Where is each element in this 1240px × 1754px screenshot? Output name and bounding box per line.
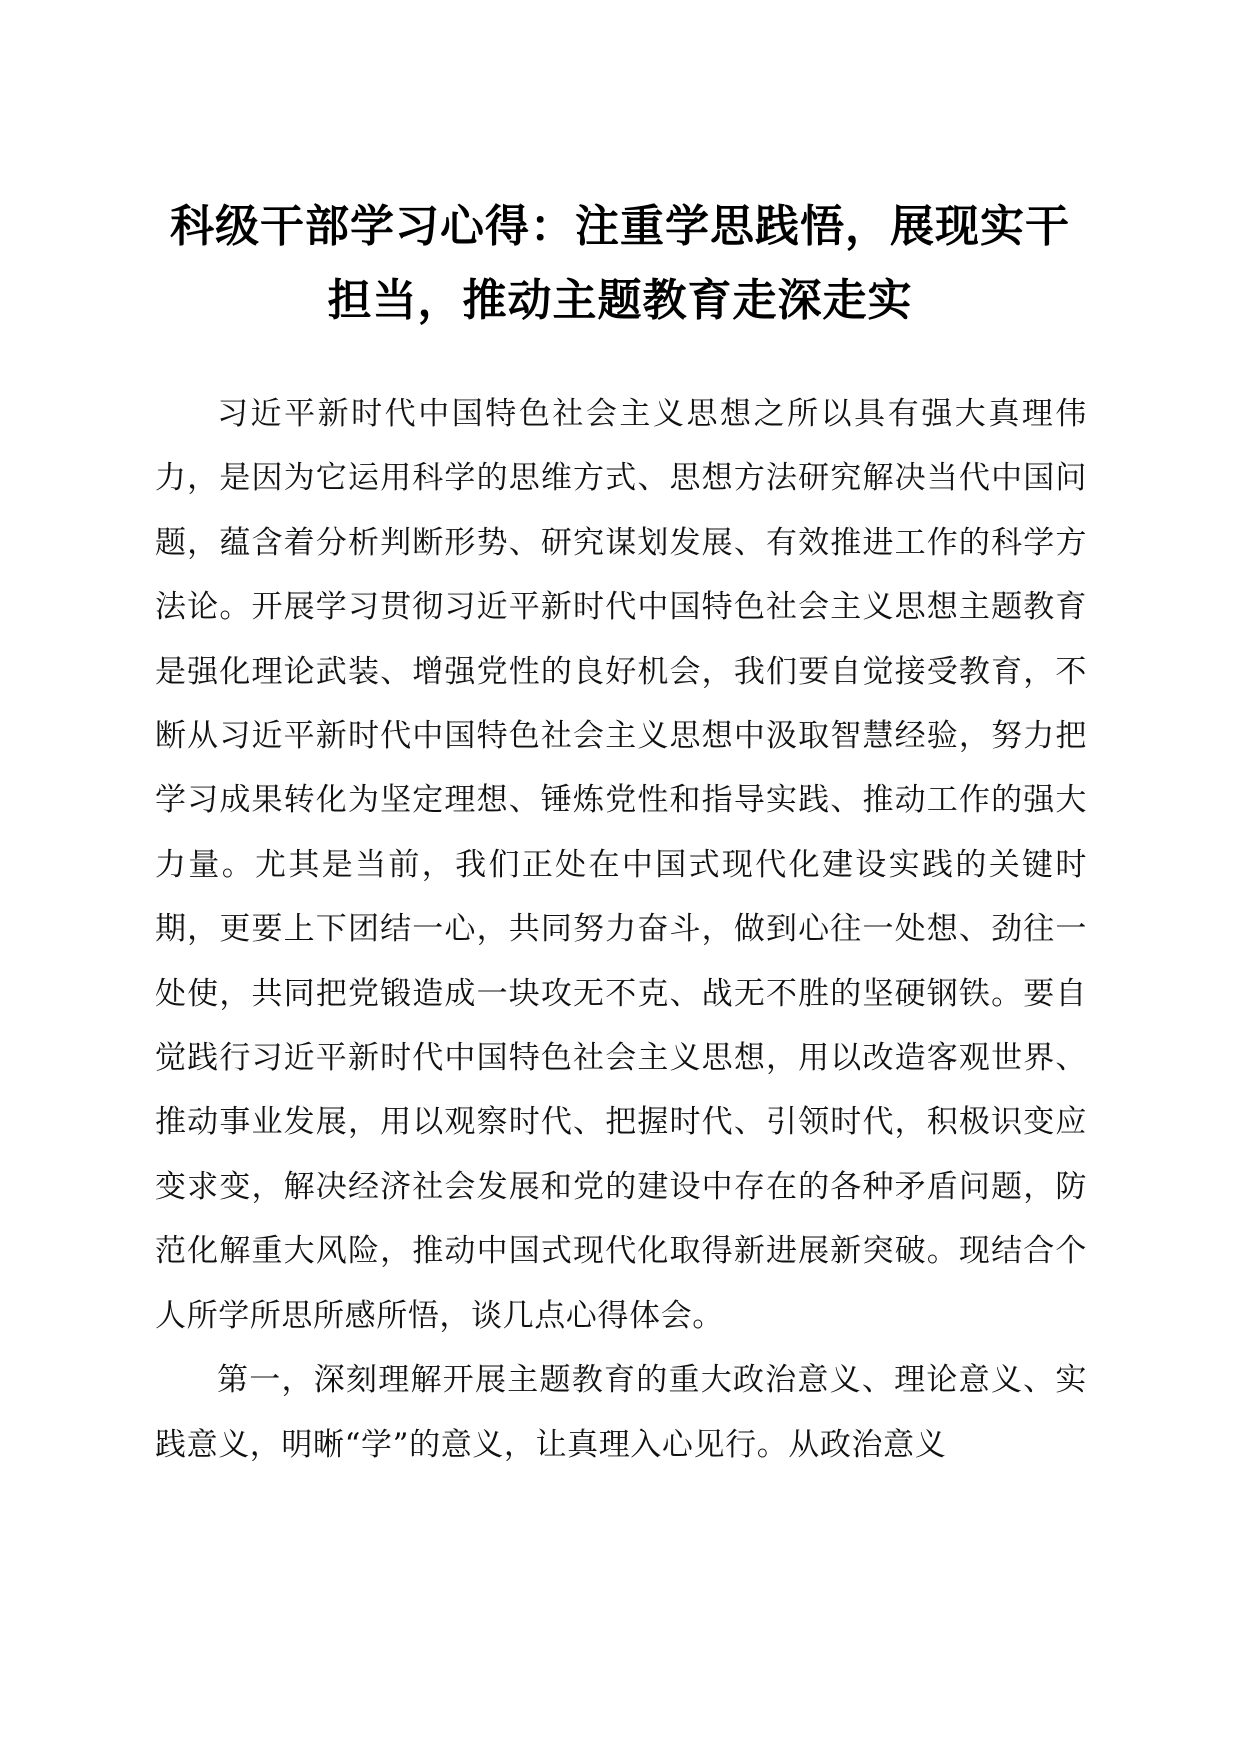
paragraph-intro: 习近平新时代中国特色社会主义思想之所以具有强大真理伟力，是因为它运用科学的思维方式、思想方法研究解决当代中国问题，蕴含着分析判断形势、研究谋划发展、有效推进工作的科学方法论。开展学习贯彻习近平新时代中国特色社会主义思想主题教育是强化理论武装、增强党性的良好机会，我们要自觉接受教育，不断从习近平新时代中国特色社会主义思想中汲取智慧经验，努力把学习成果转化为坚定理想、锤炼党性和指导实践、推动工作的强大力量。尤其是当前，我们正处在中国式现代化建设实践的关键时期，更要上下团结一心，共同努力奋斗，做到心往一处想、劲往一处使，共同把党锻造成一块攻无不克、战无不胜的坚硬钢铁。要自觉践行习近平新时代中国特色社会主义思想，用以改造客观世界、推动事业发展，用以观察时代、把握时代、引领时代，积极识变应变求变，解决经济社会发展和党的建设中存在的各种矛盾问题，防范化解重大风险，推动中国式现代化取得新进展新突破。现结合个人所学所思所感所悟，谈几点心得体会。 (155, 396, 1087, 1334)
document-body (155, 382, 1087, 1477)
document-title: 科级干部学习心得：注重学思践悟，展现实干担当，推动主题教育走深走实 (170, 201, 1070, 326)
paragraph-first-point: 第一，深刻理解开展主题教育的重大政治意义、理论意义、实践意义，明晰“学”的意义，让真理入心见行。从政治意义 (155, 1362, 1087, 1463)
